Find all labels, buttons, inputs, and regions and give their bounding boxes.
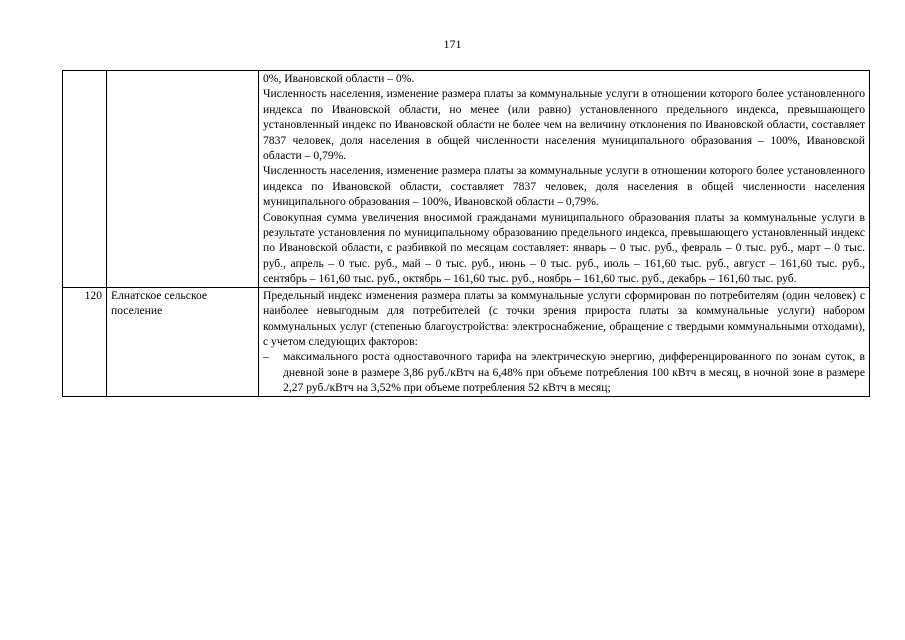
municipality-cell: Елнатское сельское поселение: [107, 287, 259, 396]
row-number-cell: [63, 71, 107, 288]
description-cell: [259, 71, 870, 288]
dash-list-item-text: максимального роста одноставочного тарифа на электрическую энергию, дифференцированного по зонам суток, в дневной зоне в размере 3,86 руб./кВтч на 6,48% при объеме потребления 100 кВтч в месяц, в ночной зоне в размере 2,27 руб./кВтч на 3,52% при объеме потребления 52 кВтч в месяц;: [283, 350, 865, 395]
table-row: [63, 71, 870, 288]
paragraph: Численность населения, изменение размера платы за коммунальные услуги в отношении которого более установленного индекса по Ивановской области, но менее (или равно) установленного предельного индекса, превышающего установленный индекс по Ивановской области не более чем на величину отклонения по Ивановской области, составляет 7837 человек, доля населения в общей численности населения муниципального образования – 100%, Ивановской области – 0,79%.: [263, 87, 865, 163]
dash-marker: –: [263, 350, 269, 364]
paragraph: Предельный индекс изменения размера платы за коммунальные услуги сформирован по потребителям (один человек) с наиболее невыгодным для потребителей (с точки зрения прироста платы за коммунальные услуги) набором коммунальных услуг (степенью благоустройства: электроснабжение, обращение с твердыми коммунальными отходами), с учетом следующих факторов:: [263, 288, 865, 348]
page-number: 171: [443, 37, 462, 51]
document-table: [62, 70, 870, 397]
paragraph: Численность населения, изменение размера платы за коммунальные услуги в отношении которого более установленного индекса по Ивановской области, составляет 7837 человек, доля населения в общей численности населения муниципального образования – 100%, Ивановской области – 0,79%.: [263, 164, 865, 209]
description-cell: [259, 287, 870, 396]
paragraph: Совокупная сумма увеличения вносимой гражданами муниципального образования платы за коммунальные услуги в результате установления по муниципальному образованию предельного индекса, превышающего установленный индекс по Ивановской области, с разбивкой по месяцам составляет: январь – 0 тыс. руб., февраль – 0 тыс. руб., март – 0 тыс. руб., апрель – 0 тыс. руб., май – 0 тыс. руб., июнь – 0 тыс. руб., июль – 161,60 тыс. руб., август – 161,60 тыс. руб., сентябрь – 161,60 тыс. руб., октябрь – 161,60 тыс. руб., ноябрь – 161,60 тыс. руб., декабрь – 161,60 тыс. руб.: [263, 210, 865, 286]
paragraph: 0%, Ивановской области – 0%.: [263, 72, 415, 85]
municipality-cell: [107, 71, 259, 288]
table-row: [63, 287, 870, 396]
dash-list-item: [263, 349, 865, 395]
row-number-cell: 120: [63, 287, 107, 396]
